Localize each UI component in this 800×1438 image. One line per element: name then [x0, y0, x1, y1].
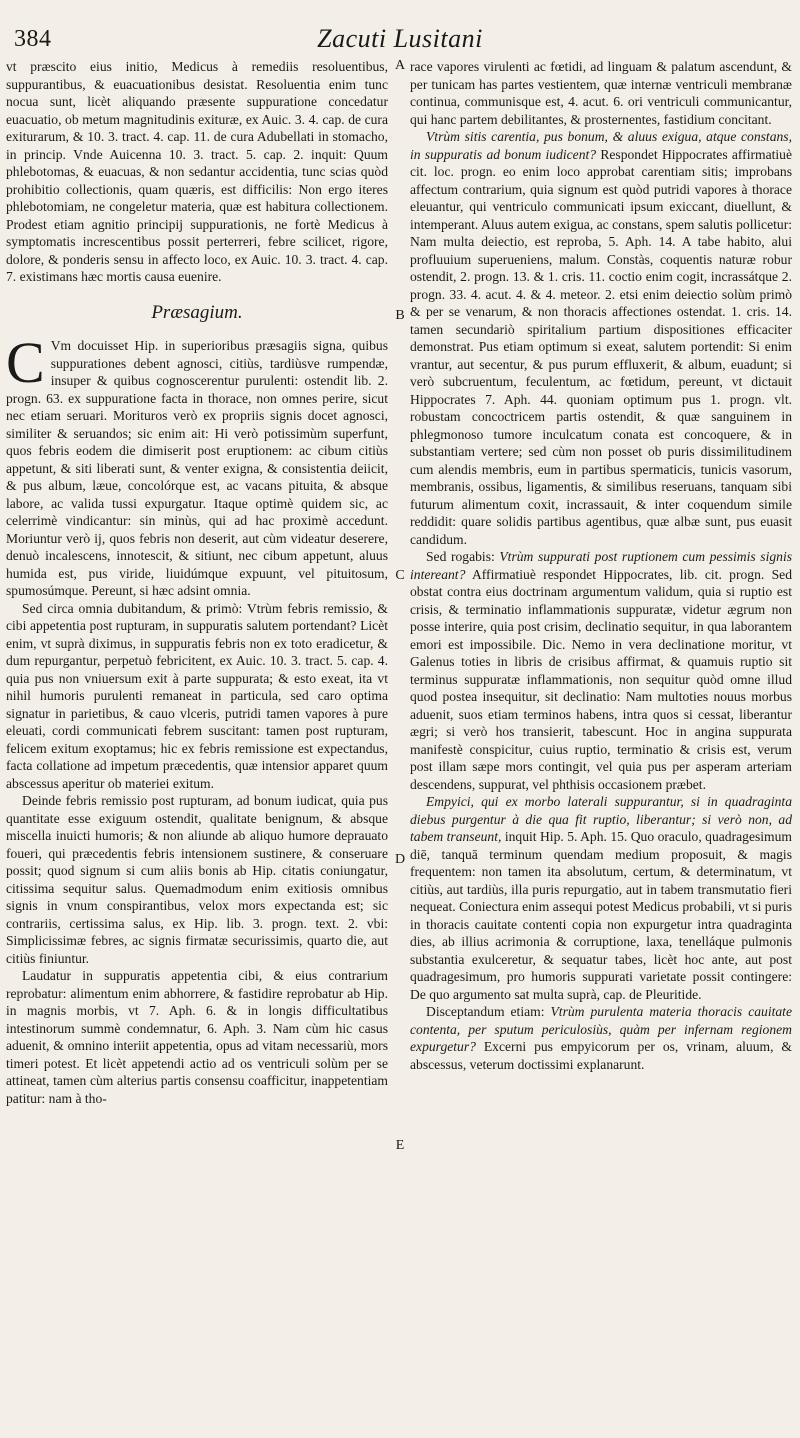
right-paragraph-5-text: Excerni pus empyicorum per os, vrinam, aluum, & abscessus, veterum doctissimi explanarunt.	[410, 1039, 792, 1072]
running-head: Zacuti Lusitani	[317, 24, 483, 53]
right-paragraph-3	[410, 548, 792, 793]
left-paragraph-2-text: Vm docuisset Hip. in superioribus præsagiis signa, quibus suppurationes debent agnosci, citiùs, tardiùsve rumpendæ, insuper & quibus cognoscerentur purulenti: ostendit lib. 2. progn. 63. ex suppuratione facta in thorace, non omnes perire, sicut nec etiam seruari. Morituros verò ex propriis signis docet agnosci, similiter & seruandos; sic enim ait: Hi verò potissimùm superfunt, quos febris eodem die dimiserit post eruptionem: ac cibum citiùs appetunt, & siti liberati sunt, & venter exigna, & consistentia deiicit, & pus album, læue, concolórque est, ac vacans pituita, & absque labore, ac valida tussi expurgatur. Itaque optimè quidem sic, ac celerrimè vindicantur: sin minùs, qui ad hac proximè accedunt. Moriuntur verò ij, quos febris non deserit, aut cùm videatur deserere, denuò incalescens, innotescit, & sitiunt, nec cibum appetunt, aluus humida est, pus viride, liuidúmque expuunt, vel pituitosum, spumosúmque. Pereunt, si hæc adsint omnia.	[6, 338, 388, 598]
question-quote-2: Vtrùm suppurati post ruptionem cum pessimis signis intereant?	[410, 549, 792, 582]
right-paragraph-1: race vapores virulenti ac fœtidi, ad linguam & palatum ascendunt, & per tunicam has partes vestientem, quæ internæ ventriculi membranæ continua, communisque est, 4. acut. 6. ori ventriculi communicantur, qui hanc partem debilitantes, & prosternentes, fastidium concitant.	[410, 59, 792, 127]
right-paragraph-3-text: Affirmatiuè respondet Hippocrates, lib. cit. progn. Sed obstat contra eius doctrinam argumentum validum, quia si ruptio est crisis, & terminatio inflammationis suppuratæ, videtur ægrum non posse interire, quia post crisim, declinatio sequitur, in qua laborantem emori est impossibile. Dic. Nemo in vera declinatione moritur, vt Galenus toties in libris de crisibus affirmat, & quamuis ruptio sit terminus suppuratæ inflammationis, non sequitur quòd omne illud quod postea insequitur, sit declinatio: Nam multoties nouus morbus aduenit, suos etiam terminos habens, intra quos si cessat, liberantur ægri; si verò hos transierit, tabescunt. Hoc in angina suppurata manifestè conspicitur, cuius ruptio, terminatio & crisis est, verum post illam sæpe mors contingit, vel quia pus per asperam arteriam descendens, suppurat, vel phthisis occasionem præbet.	[410, 566, 792, 792]
left-paragraph-5: Laudatur in suppuratis appetentia cibi, & eius contrarium reprobatur: alimentum enim abhorrere, & fastidire reprobatur ab Hip. in magnis morbis, vt 7. Aph. 6. & in longis difficultatibus intestinorum summè condemnatur, 6. Aph. 3. Nam cùm hic casus aduenit, & omnino interiit appetentia, opus ad vitam necessariù, mors timeri potest. Et licèt appetendi actio ad os ventriculi solùm per se attineat, tamen cùm alterius partis consensu coafficitur, inappetentiam patitur: nam à tho-	[6, 968, 388, 1106]
right-paragraph-3-lead: Sed rogabis:	[426, 549, 500, 564]
left-column	[6, 58, 388, 1430]
page-number: 384	[14, 26, 52, 52]
right-paragraph-2	[410, 128, 792, 548]
margin-letter-b: B	[395, 308, 405, 323]
left-paragraph-2	[6, 330, 388, 600]
right-paragraph-5	[410, 1003, 792, 1073]
question-quote-1: Vtrùm sitis carentia, pus bonum, & aluus exigua, atque constans, in suppuratis ad bonum iudicent?	[410, 129, 792, 162]
margin-letter-c: C	[395, 568, 405, 583]
aphorism-quote: Empyici, qui ex morbo laterali suppurantur, si in quadraginta diebus purgentur à die qua fit ruptio, liberantur; si verò non, ad tabem transeunt,	[410, 794, 792, 844]
left-paragraph-1: vt præscito eius initio, Medicus à remediis resoluentibus, suppurantibus, & euacuationibus desistat. Resoluentia enim tunc nocua sunt, licèt aliquando præsente suppuratione concedatur euacuatio, ob metum magnitudinis exituræ, ex Auic. 3. 4. cap. de cura exiturarum, & 10. 3. tract. 4. cap. 11. de cura Adubellati in stomacho, in princip. Vnde Auicenna 10. 3. tract. 5. cap. 2. inquit: Quum phlebotomas, & euacuas, & non sedantur accidentia, tunc scias quòd prohibitio collectionis, quam quæris, est difficilis: Non ergo iteres phlebotomiam, ne congeletur materia, quæ est habitura collectionem. Prodest etiam agnitio principij suppurationis, ne fortè Medicus à symptomatis increscentibus possit perterreri, febre scilicet, rigore, dolore, & ponderis sensu in affecto loco, ex Auic. 10. 3. tract. 4. cap. 7. existimans hæc mortis causa euenire.	[6, 59, 388, 284]
right-paragraph-4	[410, 793, 792, 1003]
section-title: Præsagium.	[151, 301, 243, 323]
margin-letter-a: A	[394, 58, 406, 73]
right-column	[410, 58, 792, 1430]
margin-letter-d: D	[394, 852, 406, 867]
page-header	[0, 0, 800, 62]
right-paragraph-4-text: inquit Hip. 5. Aph. 15. Quo oraculo, quadragesimum diē, tanquā terminum quendam medium proposuit, & magis frequentem: non tamen ita absolutum, certum, & determinatum, vt citiùs, aut tardiùs, illa puris repurgatio, aut in tabem transmutatio fieri nequeat. Coniectura enim assequi potest Medicus probabili, vt si puris in thoracis cauitate contenti copia non expurgetur intra quadraginta dies, ab illius acrimonia & corruptione, laxa, tenelláque pulmonis substantia exulceretur, & sequatur tabes, licèt hoc ante, aut post quadragesimum, pro humoris suppurati varietate possit contingere: De quo argumento sat multa suprà, cap. de Pleuritide.	[410, 829, 792, 1002]
left-paragraph-3: Sed circa omnia dubitandum, & primò: Vtrùm febris remissio, & cibi appetentia post rupturam, in suppuratis salutem portendant? Licèt enim, vt suprà diximus, in suppuratis febris non ex toto eradicetur, & dum repurgantur, perpetuò febricitent, ex Auic. 10. 3. tract. 5. cap. 4. quia pus non vniuersum exit à parte suppurata; & esto exeat, ita vt nihil humoris purulenti remaneat in particula, sed caro optima signatur in parietibus, & cauo vlceris, putridi tamen vapores à pure eleuati, cordi communicati febrem suscitant: tamen post rupturam, felicem exitum exoptamus; hic ex febris remissione est expectandus, facta collatione ad impetum præcedentis, quæ intensior apparet quum abscessus aperitur ob materiei exitum.	[6, 600, 388, 791]
drop-cap: C	[6, 330, 45, 395]
margin-letter-e: E	[395, 1138, 405, 1153]
question-quote-3: Vtrùm purulenta materia thoracis cauitate contenta, per sputum periculosiùs, quàm per infernam regionem expurgetur?	[410, 1004, 792, 1054]
right-paragraph-5-lead: Disceptandum etiam:	[426, 1004, 551, 1019]
left-paragraph-4: Deinde febris remissio post rupturam, ad bonum iudicat, quia pus quantitate esse exiguum ostendit, qualitate benignum, & absque miscella inuicti humoris; & non aliunde ab aliquo humore deprauato foueri, qui præcedentis febris intensionem sustinere, & conseruare possit; quod signum si cum aliis bonis ab Hip. citatis coniungatur, citissima sequitur salus. Quemadmodum enim exitiosis omnibus signis in vnum conspirantibus, velox mors expectanda est; sic contrariis, certissima salus, ex Hip. lib. 3. progn. text. 2. vbi: Simplicissimæ febres, ac signis firmatæ securissimis, quarto die, aut citiùs finiuntur.	[6, 793, 388, 966]
right-paragraph-2-text: Respondet Hippocrates affirmatiuè cit. loc. progn. eo enim loco approbat carentiam sitis; improbans affectum contrarium, quia signum est quòd putridi vapores à thorace eleuantur, qui ventriculo communicati ipsum exiccant, diuellunt, & intemperant. Aluus autem exigua, ac constans, spem salutis pollicetur: Nam multa deiectio, est reproba, 5. Aph. 14. A tabe habito, alui profluuium superueniens, malum. Constàs, coquentis naturæ robur ostendit, 2. progn. 13. & 1. cris. 11. coctio enim cogit, incrassátque 2. progn. 33. 4. acut. 4. & 4. meteor. 2. etsi enim deiectio solùm primò & per se venarum, & non thoracis affectiones ostendat. 1. cris. 14. tamen secundariò spiritalium partium dispositiones efficaciter demonstrat. Pus etiam optimum si exeat, salutem portendit: Si enim vrantur, aut secentur, & pus purum effluxerit, & album, euadunt; si verò subcruentum, feculentum, ac fœtidum, pereunt, vt dictauit Hippocrates 7. Aph. 44. quoniam optimum pus 1. progn. vlt. robustam concoctricem partis ostendit, & quæ sanguinem in phlegmonoso tumore inculcatum conata est concoquere, & in substantiam vertere; sed cùm non posset ob puris dissimilitudinem cum alendis membris, eum in partibus spermaticis, tunicis vasorum, membranis, ossibus, ligamentis, & similibus reseruans, tanquam sibi futurum alimentum coxit, incrassauit, & inter coquendum simile reddidit: quare solidis partibus agentibus, quæ albæ sunt, pus euasit candidum.	[410, 146, 792, 547]
